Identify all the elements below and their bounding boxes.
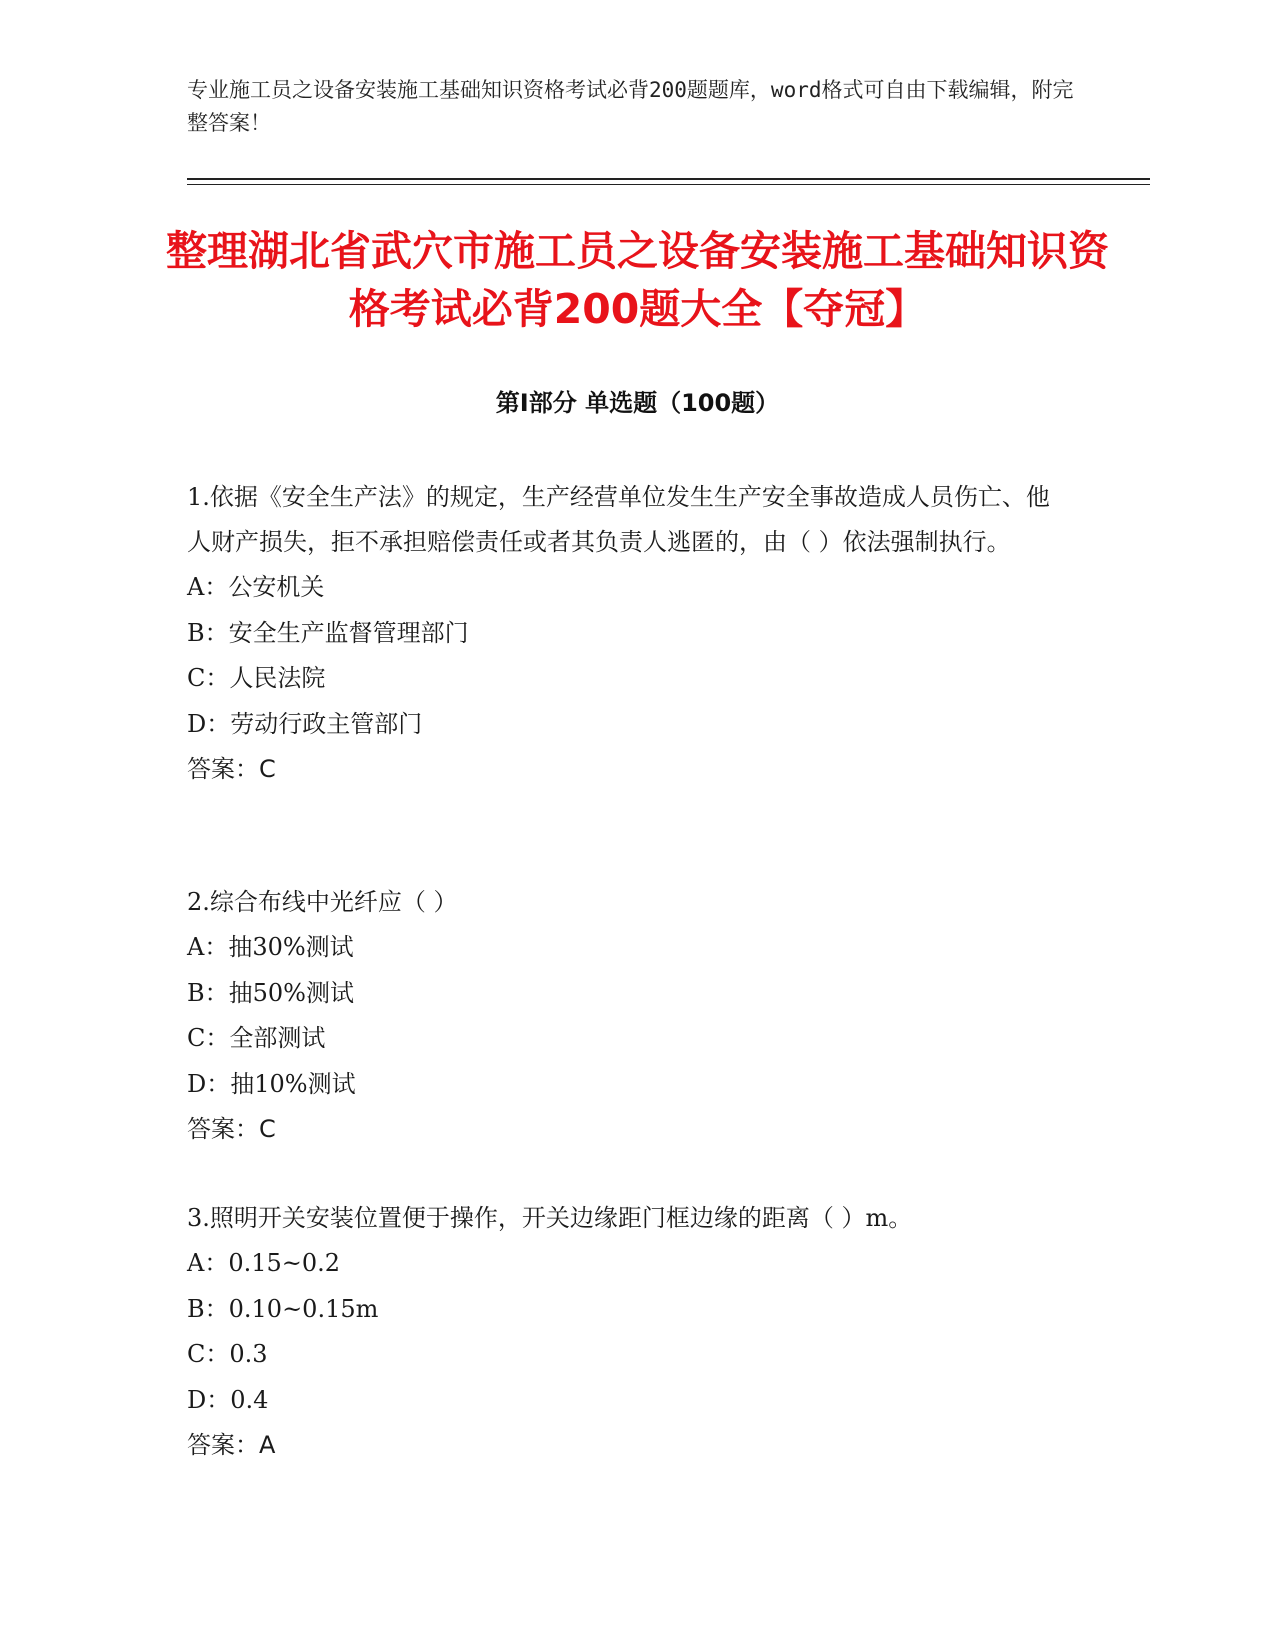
document-title: 整理湖北省武穴市施工员之设备安装施工基础知识资格考试必背200题大全【夺冠】 bbox=[166, 227, 1109, 333]
header-note: 专业施工员之设备安装施工基础知识资格考试必背200题题库，word格式可自由下载编辑，附完整答案！ bbox=[187, 78, 1074, 135]
option-c: C：0.3 bbox=[187, 1340, 268, 1368]
question-block bbox=[187, 475, 1067, 792]
answer-line: 答案：A bbox=[187, 1431, 276, 1459]
option-b: B：安全生产监督管理部门 bbox=[187, 618, 469, 647]
option-a: A：抽30%测试 bbox=[187, 933, 354, 961]
option-c: C：人民法院 bbox=[187, 664, 326, 692]
answer-line: 答案：C bbox=[187, 755, 276, 783]
option-a: A：公安机关 bbox=[187, 573, 325, 601]
option-a: A：0.15~0.2 bbox=[187, 1249, 341, 1277]
answer-line: 答案：C bbox=[187, 1115, 276, 1143]
question-stem: 3.照明开关安装位置便于操作，开关边缘距门框边缘的距离（ ）m。 bbox=[187, 1204, 913, 1232]
option-b: B：抽50%测试 bbox=[187, 978, 354, 1007]
question-block bbox=[187, 880, 1067, 1152]
option-d: D：劳动行政主管部门 bbox=[187, 709, 423, 738]
option-d: D：0.4 bbox=[187, 1385, 269, 1414]
option-d: D：抽10%测试 bbox=[187, 1069, 356, 1098]
header-divider-thin bbox=[187, 184, 1150, 185]
question-block bbox=[187, 1196, 1067, 1468]
section-heading: 第I部分 单选题（100题） bbox=[495, 389, 780, 417]
option-c: C：全部测试 bbox=[187, 1024, 326, 1052]
option-b: B：0.10~0.15m bbox=[187, 1294, 379, 1323]
question-stem: 1.依据《安全生产法》的规定，生产经营单位发生生产安全事故造成人员伤亡、他人财产损失，拒不承担赔偿责任或者其负责人逃匿的，由（ ）依法强制执行。 bbox=[187, 483, 1050, 556]
header-divider-thick bbox=[187, 178, 1150, 180]
question-stem: 2.综合布线中光纤应（ ） bbox=[187, 888, 458, 916]
